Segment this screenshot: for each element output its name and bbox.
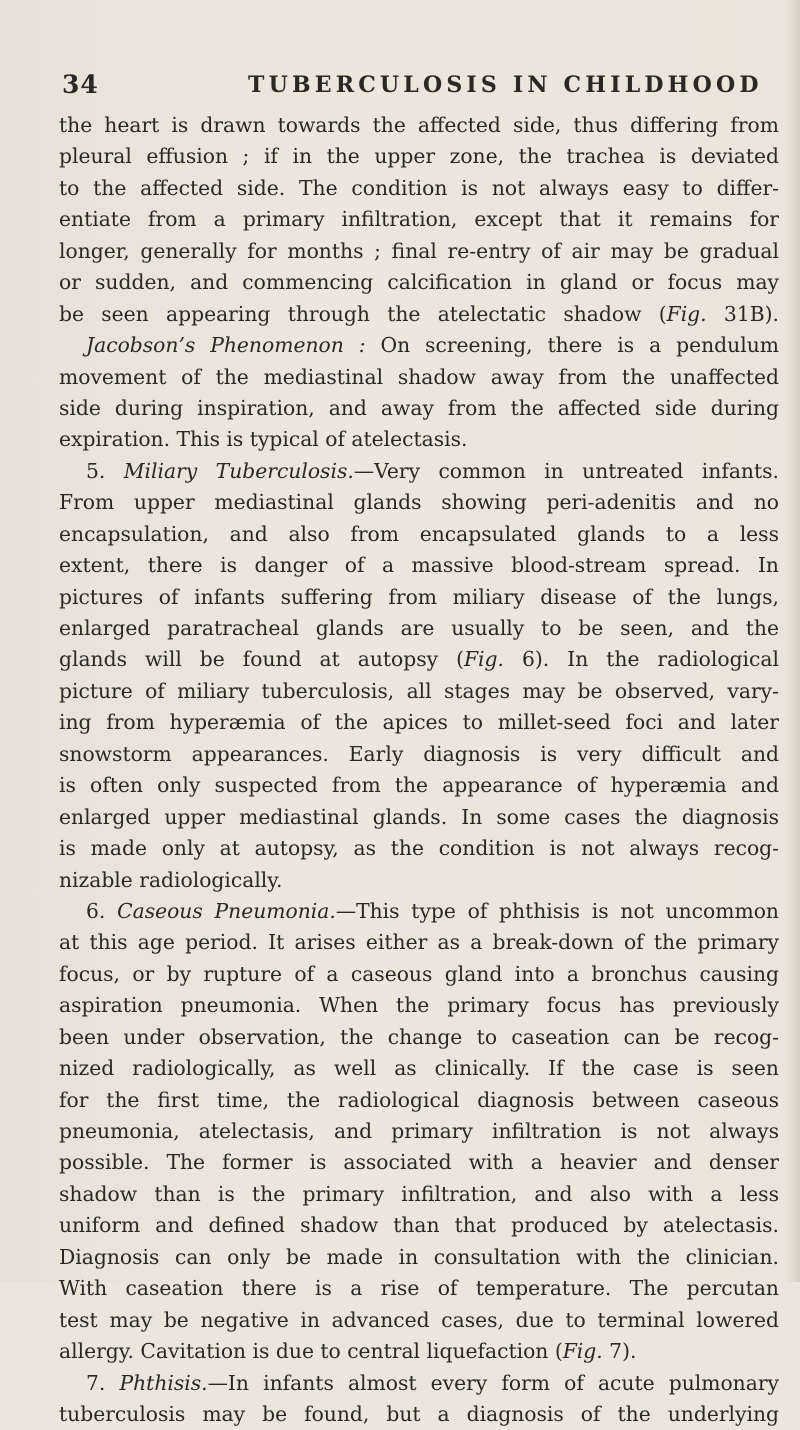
text-line: at this age period. It arises either as a break-down of the primary bbox=[59, 930, 779, 955]
page-header bbox=[62, 70, 762, 104]
text-line: allergy. Cavitation is due to central liquefaction (Fig. 7). bbox=[59, 1339, 637, 1364]
text-line: expiration. This is typical of atelectasis. bbox=[59, 427, 468, 452]
text-line: nizable radiologically. bbox=[59, 867, 283, 892]
text-line: snowstorm appearances. Early diagnosis is very difficult and bbox=[59, 741, 779, 766]
text-line: picture of miliary tuberculosis, all stages may be observed, vary- bbox=[59, 678, 779, 703]
text-line: extent, there is danger of a massive blood-stream spread. In bbox=[59, 553, 779, 578]
running-title: TUBERCULOSIS IN CHILDHOOD bbox=[248, 72, 763, 98]
text-line: aspiration pneumonia. When the primary focus has previously bbox=[59, 993, 779, 1018]
text-line: tuberculosis may be found, but a diagnosis of the underlying bbox=[59, 1401, 779, 1426]
section-heading-line: 5. Miliary Tuberculosis.—Very common in untreated infants. bbox=[86, 458, 779, 483]
text-line: test may be negative in advanced cases, due to terminal lowered bbox=[59, 1307, 779, 1332]
text-line: side during inspiration, and away from the affected side during bbox=[59, 395, 779, 420]
text-line: encapsulation, and also from encapsulated glands to a less bbox=[59, 521, 779, 546]
text-line: to the affected side. The condition is not always easy to differ- bbox=[59, 175, 779, 200]
page-edge-shadow bbox=[786, 0, 800, 1282]
text-line: for the first time, the radiological diagnosis between caseous bbox=[59, 1087, 779, 1112]
text-line: is often only suspected from the appearance of hyperæmia and bbox=[59, 773, 779, 798]
text-line: shadow than is the primary infiltration, and also with a less bbox=[59, 1181, 779, 1206]
text-line: From upper mediastinal glands showing peri-adenitis and no bbox=[59, 490, 779, 515]
section-heading-line: 7. Phthisis.—In infants almost every form of acute pulmonary bbox=[86, 1370, 779, 1395]
text-line: possible. The former is associated with a heavier and denser bbox=[59, 1150, 779, 1175]
text-line: Jacobson’s Phenomenon : On screening, there is a pendulum bbox=[86, 333, 779, 358]
text-line: entiate from a primary infiltration, except that it remains for bbox=[59, 207, 779, 232]
text-line: or sudden, and commencing calcification in gland or focus may bbox=[59, 270, 779, 295]
text-line: focus, or by rupture of a caseous gland into a bronchus causing bbox=[59, 961, 779, 986]
text-line: pleural effusion ; if in the upper zone, the trachea is deviated bbox=[59, 144, 779, 169]
text-line: movement of the mediastinal shadow away from the unaffected bbox=[59, 364, 779, 389]
section-heading-line: 6. Caseous Pneumonia.—This type of phthisis is not uncommon bbox=[86, 898, 779, 923]
text-line: the heart is drawn towards the affected side, thus differing from bbox=[59, 113, 779, 137]
text-line: longer, generally for months ; final re-entry of air may be gradual bbox=[59, 238, 779, 263]
page-number: 34 bbox=[62, 70, 99, 99]
text-line: enlarged paratracheal glands are usually to be seen, and the bbox=[59, 616, 779, 640]
text-line: pneumonia, atelectasis, and primary infiltration is not always bbox=[59, 1119, 779, 1143]
text-line: pictures of infants suffering from miliary disease of the lungs, bbox=[59, 584, 779, 609]
text-line: glands will be found at autopsy (Fig. 6). In the radiological bbox=[59, 647, 779, 672]
text-line: is made only at autopsy, as the condition is not always recog- bbox=[59, 836, 779, 861]
text-line: enlarged upper mediastinal glands. In some cases the diagnosis bbox=[59, 804, 779, 829]
body-text bbox=[59, 110, 779, 1430]
text-line: uniform and defined shadow than that produced by atelectasis. bbox=[59, 1213, 779, 1238]
text-line: nized radiologically, as well as clinically. If the case is seen bbox=[59, 1056, 779, 1081]
text-line: Diagnosis can only be made in consultation with the clinician. bbox=[59, 1244, 779, 1269]
text-line: been under observation, the change to caseation can be recog- bbox=[59, 1024, 779, 1049]
text-line: be seen appearing through the atelectatic shadow (Fig. 31B). bbox=[59, 301, 779, 326]
text-line: With caseation there is a rise of temperature. The percutan bbox=[59, 1276, 779, 1301]
text-line: ing from hyperæmia of the apices to millet-seed foci and later bbox=[59, 710, 779, 735]
